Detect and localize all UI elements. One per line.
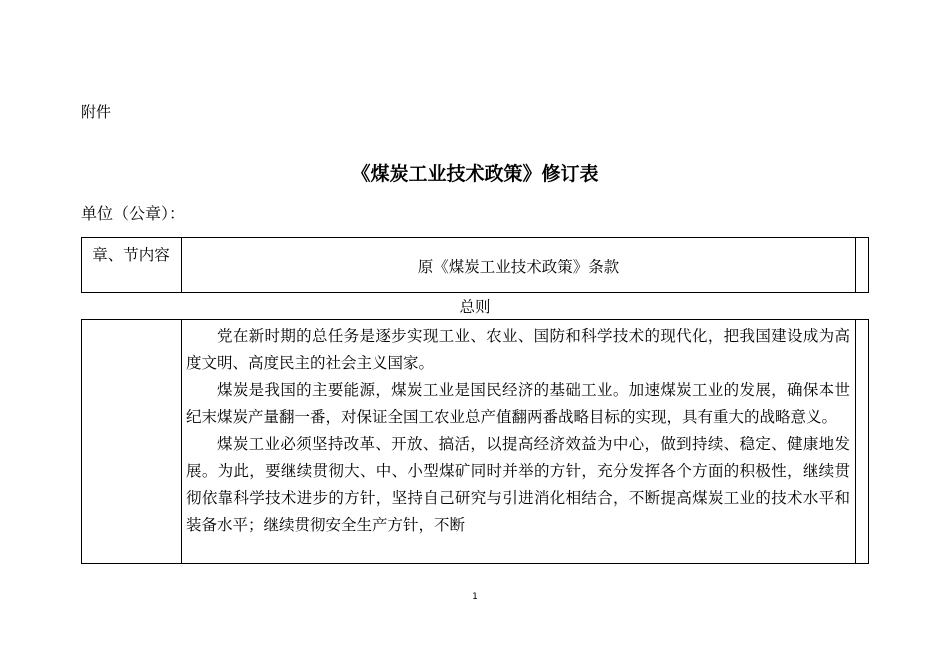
- document-title: 《煤炭工业技术政策》修订表: [351, 163, 599, 185]
- clause-paragraph: 煤炭是我国的主要能源，煤炭工业是国民经济的基础工业。加速煤炭工业的发展，确保本世纪末煤炭产量翻一番，对保证全国工农业总产值翻两番战略目标的实现，具有重大的战略意义。: [186, 381, 850, 426]
- inner-right-border: [855, 237, 856, 293]
- attachment-label: 附件: [81, 103, 112, 121]
- table-cut-border: [81, 563, 869, 564]
- table-top-border: [81, 237, 869, 238]
- inner-right-border-body: [855, 319, 856, 564]
- page-number: 1: [472, 592, 478, 602]
- table-left-border: [81, 237, 82, 293]
- section-heading: 总则: [459, 298, 491, 316]
- header-chapter-section: 章、节内容: [92, 246, 170, 264]
- unit-seal-label: 单位（公章）：: [81, 204, 186, 223]
- clause-paragraph: 煤炭工业必须坚持改革、开放、搞活，以提高经济效益为中心，做到持续、稳定、健康地发展。为此，要继续贯彻大、中、小型煤矿同时并举的方针，充分发挥各个方面的积极性，继续贯彻依靠科学技术进步的方针，坚持自己研究与引进消化相结合，不断提高煤炭工业的技术水平和装备水平；继续贯彻安全生产方针，不断: [186, 435, 850, 534]
- column-divider-body: [181, 319, 182, 564]
- header-original-clause: 原《煤炭工业技术政策》条款: [417, 258, 620, 276]
- header-bottom-border: [81, 292, 869, 293]
- section-bottom-border: [81, 319, 869, 320]
- table-right-border: [868, 237, 869, 293]
- table-left-border-body: [81, 319, 82, 564]
- table-right-border-body: [868, 319, 869, 564]
- original-clause-text: [186, 323, 850, 539]
- clause-paragraph: 党在新时期的总任务是逐步实现工业、农业、国防和科学技术的现代化，把我国建设成为高度文明、高度民主的社会主义国家。: [186, 327, 850, 372]
